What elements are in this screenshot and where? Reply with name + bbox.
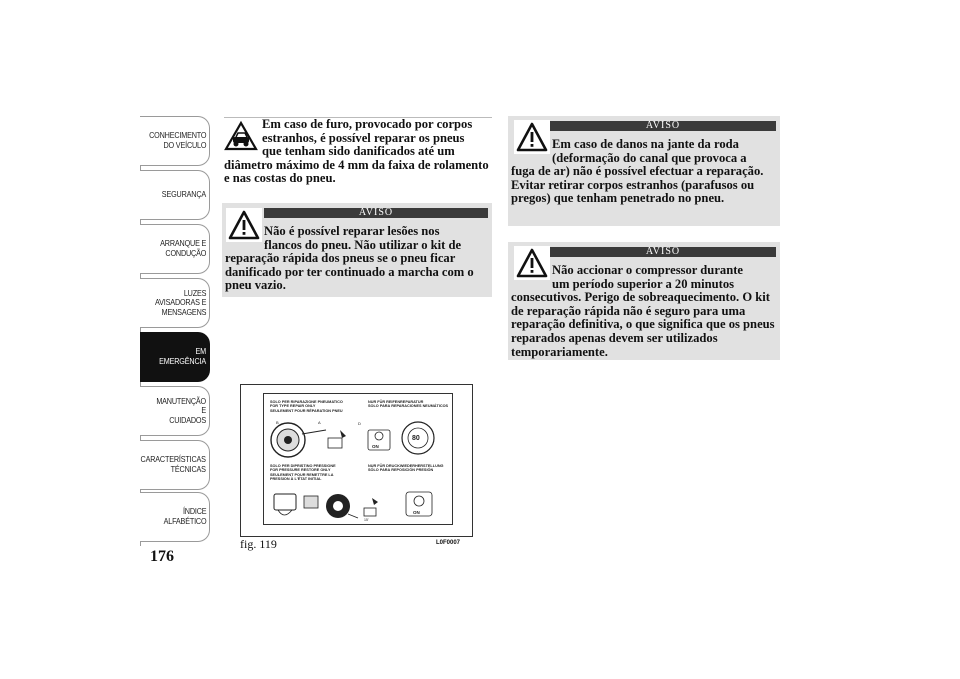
label-line: SEULEMENT POUR REMETTRE LA [270,472,334,477]
label-top-right [368,400,448,409]
aviso-line: Não é possível reparar lesões nos [264,224,440,238]
tab-arranque-e-conducao[interactable] [140,224,210,274]
aviso-line: (deformação do canal que provoca a [552,150,747,165]
aviso-line: Em caso de danos na jante da roda [552,137,739,151]
inflate-steps-illustration [268,486,450,522]
on-label: ON [372,444,379,449]
tab-manutencao-e-cuidados[interactable] [140,386,210,436]
aviso-body [225,225,489,293]
tab-label: ÍNDICE ALFABÉTICO [163,506,206,526]
tab-label: SEGURANÇA [161,189,206,200]
figure-code: L0F0007 [436,540,461,546]
label-line: SOLO PER RIPARAZIONE PNEUMATICO [270,400,343,404]
svg-text:A: A [318,420,321,425]
kit-label-illustration [263,393,453,525]
intro-line: que tenham sido danificados até um [262,144,455,159]
label-line: PRESSION À L'ÉTAT INITIAL [270,477,322,482]
label-top-left [270,400,343,413]
aviso-body [511,138,777,206]
aviso-box [508,116,780,226]
tab-conhecimento-do-veiculo[interactable] [140,116,210,166]
on-label-2: ON [413,510,420,515]
label-line: SÓLO PARA REPOSICIÓN PRESIÓN [368,468,434,473]
tab-luzes-avisadoras[interactable] [140,278,210,328]
label-line: FOR TYPE REPAIR ONLY [270,404,316,409]
tab-indice-alfabetico[interactable] [140,492,210,542]
label-line: SOLO PER DIPRISTINO PRESSIONE [270,464,336,468]
label-bottom-left [270,464,336,482]
aviso-line: um período superior a 20 minutos [552,276,735,291]
aviso-box [508,242,780,360]
intro-paragraph [224,118,492,186]
flat-tyre-sign-icon [224,120,258,152]
aviso-title: AVISO [550,247,776,257]
aviso-title: AVISO [264,208,488,218]
label-line: NUR FÜR REIFENREPARATUR [368,400,424,404]
aviso-body [511,264,777,359]
figure-119 [240,384,473,537]
tab-em-emergencia[interactable] [140,332,210,382]
svg-text:D: D [358,421,361,426]
aviso-rest: reparação rápida dos pneus se o pneu ficar danificado por ter continuado a marcha com o pneu vazio. [225,251,474,293]
figure-caption: fig. 119 [240,537,277,551]
page-number: 176 [150,548,174,565]
aviso-line: flancos do pneu. Não utilizar o kit de [264,237,462,252]
aviso-rest: consecutivos. Perigo de sobreaquecimento. O kit de reparação rápida não é seguro para uma reparação definitiva, o que significa que os pneus reparados apenas devem ser utilizados temporariamente. [511,290,775,359]
tab-label: EM EMERGÊNCIA [159,346,206,366]
tab-caracteristicas-tecnicas[interactable] [140,440,210,490]
label-line: FOR PRESSURE RESTORE ONLY [270,468,331,473]
label-line: NUR FÜR DRUCKWIEDERHERSTELLUNG [368,464,444,468]
aviso-title: AVISO [550,121,776,131]
label-line: SEULEMENT POUR RÉPARATION PNEU [270,408,343,413]
aviso-rest: fuga de ar) não é possível efectuar a reparação. Evitar retirar corpos estranhos (parafusos ou pregos) que tenham penetrado no pneu. [511,164,764,206]
label-line: SOLO PARA REPARACIONES NEUMÁTICOS [368,404,449,409]
tab-label: CONHECIMENTO DO VEÍCULO [148,130,206,150]
dial-value: 80 [412,435,420,442]
tab-label: CARACTERÍSTICAS TÉCNICAS [140,454,206,474]
tab-label: MANUTENÇÃO E CUIDADOS [156,395,206,425]
tab-label: LUZES AVISADORAS E MENSAGENS [154,287,206,317]
label-bottom-right [368,464,444,473]
repair-steps-illustration [268,416,450,462]
time-label: 15' [364,518,369,522]
aviso-box [222,203,492,297]
svg-text:B: B [276,420,279,425]
intro-line: Em caso de furo, provocado por corpos [262,117,473,131]
tab-label: ARRANQUE E CONDUÇÃO [159,238,206,258]
tab-seguranca[interactable] [140,170,210,220]
aviso-line: Não accionar o compressor durante [552,263,743,277]
intro-line: estranhos, é possível reparar os pneus [262,130,465,145]
intro-rest: diâmetro máximo de 4 mm da faixa de rolamento e nas costas do pneu. [224,157,489,186]
